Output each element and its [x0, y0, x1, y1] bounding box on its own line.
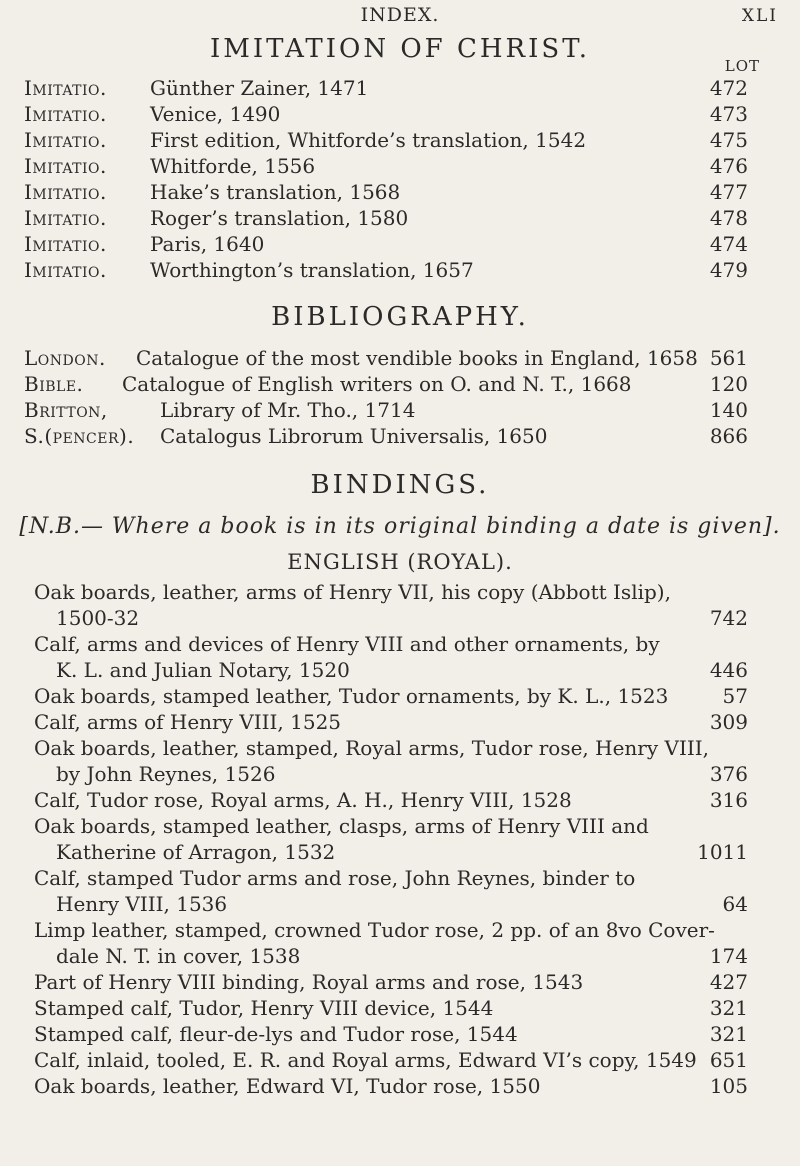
entry-line: Oak boards, leather, Edward VI, Tudor rose, 1550 [34, 1074, 541, 1098]
entry-text: Catalogue of English writers on O. and N. T., 1668 [122, 372, 632, 396]
entry-text: Worthington’s translation, 1657 [150, 258, 474, 282]
entry-text: Catalogus Librorum Universalis, 1650 [160, 424, 548, 448]
lot-number: 174 [709, 944, 748, 968]
lot-number: 475 [709, 128, 748, 152]
lot-number: 472 [709, 76, 748, 100]
entry-text: Hake’s translation, 1568 [150, 180, 401, 204]
bindings-subtitle: ENGLISH (ROYAL). [287, 550, 513, 574]
entry-label: Imitatio. [24, 258, 107, 282]
lot-number: 57 [722, 684, 748, 708]
entry-line: Calf, arms and devices of Henry VIII and other ornaments, by [34, 632, 660, 656]
index-row [0, 397, 800, 423]
index-row [0, 153, 800, 179]
lot-number: 651 [709, 1048, 748, 1072]
running-head-title: INDEX. [360, 4, 440, 26]
lot-number: 561 [709, 346, 748, 370]
entry-label: Imitatio. [24, 102, 107, 126]
entry-text: Catalogue of the most vendible books in England, 1658 [136, 346, 698, 370]
bindings-note: [N.B.— Where a book is in its original binding a date is given]. [19, 514, 781, 539]
page-number: XLI [741, 6, 778, 26]
entry-line-continued: Katherine of Arragon, 1532 [56, 840, 336, 864]
entry-label: Imitatio. [24, 76, 107, 100]
lot-number: 316 [709, 788, 748, 812]
lot-number: 1011 [697, 840, 748, 864]
entry-line-continued: by John Reynes, 1526 [56, 762, 276, 786]
entry-label: Imitatio. [24, 154, 107, 178]
running-head [0, 0, 800, 30]
entry-line: Calf, Tudor rose, Royal arms, A. H., Henry VIII, 1528 [34, 788, 572, 812]
lot-number: 479 [709, 258, 748, 282]
index-row [0, 257, 800, 283]
entry-line: Stamped calf, Tudor, Henry VIII device, 1544 [34, 996, 494, 1020]
index-row [0, 75, 800, 101]
lot-number: 321 [709, 1022, 748, 1046]
entry-line: Calf, arms of Henry VIII, 1525 [34, 710, 342, 734]
entry-line: Oak boards, stamped leather, clasps, arms of Henry VIII and [34, 814, 649, 838]
entry-label: Imitatio. [24, 128, 107, 152]
entry-label: London. [24, 346, 106, 370]
entry-line: Limp leather, stamped, crowned Tudor rose, 2 pp. of an 8vo Cover- [34, 918, 715, 942]
index-row [0, 371, 800, 397]
lot-number: 478 [709, 206, 748, 230]
section-title-bibliography: BIBLIOGRAPHY. [271, 302, 529, 332]
entry-label: Britton, [24, 398, 108, 422]
lot-number: 309 [709, 710, 748, 734]
lot-number: 473 [709, 102, 748, 126]
lot-number: 476 [709, 154, 748, 178]
lot-number: 64 [722, 892, 748, 916]
index-row [0, 101, 800, 127]
entry-line: Stamped calf, fleur-de-lys and Tudor rose, 1544 [34, 1022, 518, 1046]
section-title-bindings: BINDINGS. [310, 470, 490, 500]
entry-text: Roger’s translation, 1580 [150, 206, 409, 230]
entry-line-continued: 1500-32 [56, 606, 140, 630]
index-row [0, 205, 800, 231]
entry-text: Venice, 1490 [150, 102, 281, 126]
entry-line: Calf, inlaid, tooled, E. R. and Royal arms, Edward VI’s copy, 1549 [34, 1048, 697, 1072]
entry-line: Oak boards, leather, stamped, Royal arms, Tudor rose, Henry VIII, [34, 736, 710, 760]
entry-label: Imitatio. [24, 232, 107, 256]
section-title-imitation: IMITATION OF CHRIST. [209, 34, 590, 64]
lot-number: 120 [709, 372, 748, 396]
entry-label: Bible. [24, 372, 84, 396]
entry-text: Paris, 1640 [150, 232, 265, 256]
entry-text: First edition, Whitforde’s translation, 1542 [150, 128, 587, 152]
entry-label: Imitatio. [24, 206, 107, 230]
entry-line-continued: dale N. T. in cover, 1538 [56, 944, 301, 968]
entry-line: Calf, stamped Tudor arms and rose, John Reynes, binder to [34, 866, 636, 890]
lot-number: 321 [709, 996, 748, 1020]
lot-number: 105 [709, 1074, 748, 1098]
lot-number: 427 [709, 970, 748, 994]
entry-text: Whitforde, 1556 [150, 154, 316, 178]
entry-label: S.(pencer). [24, 424, 135, 448]
index-row [0, 423, 800, 449]
entry-text: Günther Zainer, 1471 [150, 76, 369, 100]
entry-text: Library of Mr. Tho., 1714 [160, 398, 416, 422]
lot-number: 742 [709, 606, 748, 630]
lot-number: 140 [709, 398, 748, 422]
entry-line: Oak boards, stamped leather, Tudor ornaments, by K. L., 1523 [34, 684, 669, 708]
index-row [0, 179, 800, 205]
lot-number: 866 [709, 424, 748, 448]
entry-line: Part of Henry VIII binding, Royal arms and rose, 1543 [34, 970, 584, 994]
lot-number: 477 [709, 180, 748, 204]
entry-line-continued: Henry VIII, 1536 [56, 892, 228, 916]
index-row [0, 127, 800, 153]
lot-column-header: LOT [724, 57, 760, 75]
index-row [0, 231, 800, 257]
lot-number: 446 [709, 658, 748, 682]
index-row [0, 345, 800, 371]
entry-line-continued: K. L. and Julian Notary, 1520 [56, 658, 350, 682]
entry-label: Imitatio. [24, 180, 107, 204]
lot-number: 474 [709, 232, 748, 256]
entry-line: Oak boards, leather, arms of Henry VII, his copy (Abbott Islip), [34, 580, 671, 604]
lot-number: 376 [709, 762, 748, 786]
